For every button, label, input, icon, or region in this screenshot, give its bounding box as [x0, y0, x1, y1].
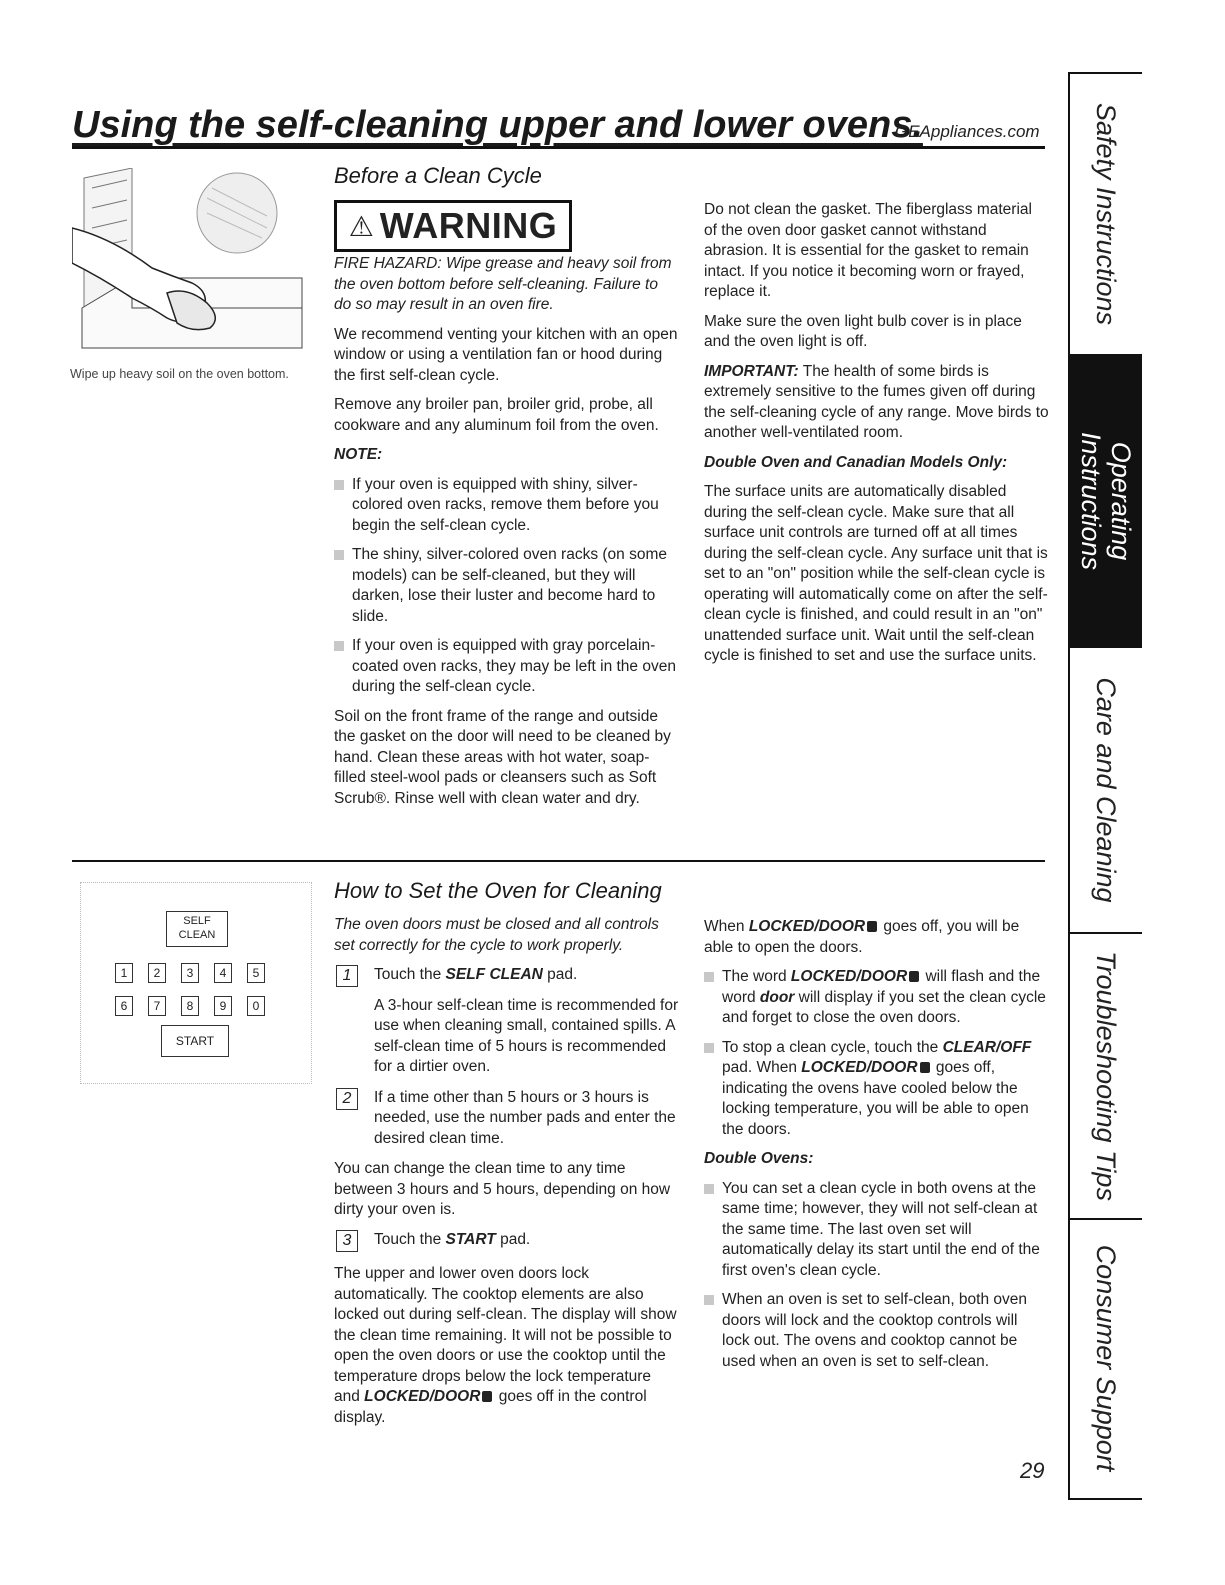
- howto-intro: The oven doors must be closed and all controls set correctly for the cycle to work properly.: [334, 916, 659, 954]
- self-clean-pad: [166, 911, 228, 947]
- warning-box: [334, 200, 572, 252]
- number-pad: 4: [214, 963, 232, 983]
- title-rule: [72, 146, 1045, 149]
- locked-bullet-item: The word LOCKED/DOOR will flash and the word door will display if you set the clean cycle and forget to close the oven doors.: [704, 967, 1049, 1029]
- locked-bullet-item: To stop a clean cycle, touch the CLEAR/OFF pad. When LOCKED/DOOR goes off, indicating the ovens have cooled below the locking temperature, you will be able to open the doors.: [704, 1038, 1049, 1141]
- note-heading: NOTE:: [334, 446, 383, 463]
- bullet-icon: [334, 641, 344, 651]
- bullet-icon: [704, 1295, 714, 1305]
- bullet-icon: [334, 550, 344, 560]
- note-item: [334, 545, 679, 627]
- step-1: 1 Touch the SELF CLEAN pad.: [334, 965, 679, 986]
- section-sidebar: [1068, 72, 1142, 1500]
- number-pad: 5: [247, 963, 265, 983]
- section-heading-howto: How to Set the Oven for Cleaning: [334, 878, 662, 903]
- bullet-icon: [334, 480, 344, 490]
- step-number: 2: [336, 1088, 358, 1110]
- lock-icon: [482, 1391, 492, 1402]
- note-text: If your oven is equipped with shiny, silver-colored oven racks, remove them before you begin the self-clean cycle.: [352, 475, 659, 534]
- howto-column-right: [704, 917, 1049, 1381]
- step-number: 3: [336, 1230, 358, 1252]
- oven-wipe-image: [72, 168, 310, 358]
- tab-operating-instructions[interactable]: [1070, 356, 1142, 648]
- note-item: [334, 475, 679, 537]
- tab-label: Care and Cleaning: [1091, 677, 1121, 903]
- tab-troubleshooting-tips[interactable]: [1070, 934, 1142, 1220]
- paragraph-when-locked: When LOCKED/DOOR goes off, you will be able to open the doors.: [704, 918, 1020, 956]
- bullet-icon: [704, 1184, 714, 1194]
- note-text: If your oven is equipped with gray porcelain-coated oven racks, they may be left in the oven during the self-clean cycle.: [352, 637, 676, 695]
- paragraph-important: [704, 362, 1049, 444]
- tab-label: Operating Instructions: [1076, 431, 1136, 571]
- before-column-left: [334, 254, 679, 818]
- page-number: 29: [1020, 1458, 1045, 1483]
- tab-safety-instructions[interactable]: [1070, 74, 1142, 356]
- number-pad: 2: [148, 963, 166, 983]
- section-heading-before: Before a Clean Cycle: [334, 163, 542, 188]
- before-column-right: [704, 200, 1049, 676]
- bullet-icon: [704, 1043, 714, 1053]
- important-text: The health of some birds is extremely sensitive to the fumes given off during the self-cleaning cycle of any range. Move birds to another well-ventilated room.: [704, 362, 1049, 441]
- tab-label: Safety Instructions: [1091, 102, 1121, 326]
- warning-text: FIRE HAZARD: Wipe grease and heavy soil from the oven bottom before self-cleaning. Failure to do so may result in an oven fire.: [334, 255, 672, 313]
- tab-label: Troubleshooting Tips: [1091, 951, 1121, 1201]
- double-oven-heading: Double Oven and Canadian Models Only:: [704, 453, 1008, 471]
- warning-triangle-icon: ⚠: [348, 210, 374, 242]
- number-pad: 1: [115, 963, 133, 983]
- paragraph-lock: The upper and lower oven doors lock automatically. The cooktop elements are also locked out during self-clean. The display will show the clean time remaining. It will not be possible to open the oven doors or use the cooktop until the temperature drops below the lock temperature and LOCKED/DOOR goes off in the control display.: [334, 1265, 677, 1426]
- note-text: The shiny, silver-colored oven racks (on some models) can be self-cleaned, but they will darken, lose their luster and become hard to slide.: [352, 546, 668, 625]
- warning-label: WARNING: [379, 205, 558, 246]
- howto-column-left: [334, 915, 679, 1437]
- number-pad: 3: [181, 963, 199, 983]
- step-3: 3 Touch the START pad.: [334, 1230, 679, 1251]
- lock-icon: [920, 1062, 930, 1073]
- page-title: Using the self-cleaning upper and lower ovens.: [72, 104, 923, 146]
- lock-icon: [867, 921, 877, 932]
- site-url: GEAppliances.com: [895, 122, 1040, 141]
- paragraph-gasket: Do not clean the gasket. The fiberglass material of the oven door gasket cannot withstand abrasion. It is essential for the gasket to remain intact. If you notice it becoming worn or frayed, replace it.: [704, 201, 1032, 300]
- double-ovens-heading: Double Ovens:: [704, 1150, 814, 1167]
- section-rule: [72, 860, 1045, 862]
- paragraph-venting: We recommend venting your kitchen with an open window or using a ventilation fan or hood during the first self-clean cycle.: [334, 325, 678, 384]
- step-number: 1: [336, 965, 358, 987]
- self-clean-label-1: SELF: [183, 915, 211, 927]
- number-pad: 6: [115, 996, 133, 1016]
- number-pad: 7: [148, 996, 166, 1016]
- number-pad: 9: [214, 996, 232, 1016]
- self-clean-label-2: CLEAN: [178, 929, 216, 941]
- tab-care-and-cleaning[interactable]: [1070, 648, 1142, 934]
- paragraph-change-time: You can change the clean time to any time between 3 hours and 5 hours, depending on how dirty your oven is.: [334, 1160, 671, 1218]
- double-ovens-item: When an oven is set to self-clean, both oven doors will lock and the cooktop controls will lock out. The ovens and cooktop cannot be used when an oven is set to self-clean.: [704, 1290, 1049, 1372]
- tab-consumer-support[interactable]: [1070, 1220, 1142, 1496]
- important-label: IMPORTANT:: [704, 362, 799, 380]
- step-1-detail: A 3-hour self-clean time is recommended for use when cleaning small, contained spills. A self-clean time of 5 hours is recommended for a dirtier oven.: [374, 996, 679, 1075]
- number-pad: 0: [247, 996, 265, 1016]
- note-item: [334, 636, 679, 698]
- oven-cleaning-illustration: [70, 168, 310, 381]
- bullet-icon: [704, 972, 714, 982]
- paragraph-soil: Soil on the front frame of the range and outside the gasket on the door will need to be cleaned by hand. Clean these areas with hot water, soap-filled steel-wool pads or cleansers such as Soft Scrub®. Rinse well with clean water and dry.: [334, 707, 671, 807]
- paragraph-double: The surface units are automatically disabled during the self-clean cycle. Make sure that all surface unit controls are turned off at all times during the self-clean cycle. Any surface unit that is set to an "on" position while the self-clean cycle is operating will automatically come on after the self-clean cycle is finished, and could result in an "on" unattended surface unit. Wait until the self-clean cycle is finished to set and use the surface units.: [704, 483, 1048, 664]
- step-2: 2 If a time other than 5 hours or 3 hours is needed, use the number pads and enter the desired clean time.: [334, 1088, 679, 1150]
- double-ovens-item: You can set a clean cycle in both ovens at the same time; however, they will not self-clean at the same time. The last oven set will automatically delay its start until the end of the first oven's clean cycle.: [704, 1179, 1049, 1282]
- number-pad: 8: [181, 996, 199, 1016]
- control-keypad-illustration: [80, 882, 312, 1084]
- illustration-caption: Wipe up heavy soil on the oven bottom.: [70, 367, 289, 381]
- start-pad: START: [161, 1025, 229, 1057]
- paragraph-light: Make sure the oven light bulb cover is in place and the oven light is off.: [704, 312, 1022, 350]
- tab-label: Consumer Support: [1091, 1244, 1121, 1472]
- lock-icon: [909, 971, 919, 982]
- paragraph-remove: Remove any broiler pan, broiler grid, probe, all cookware and any aluminum foil from the oven.: [334, 396, 659, 434]
